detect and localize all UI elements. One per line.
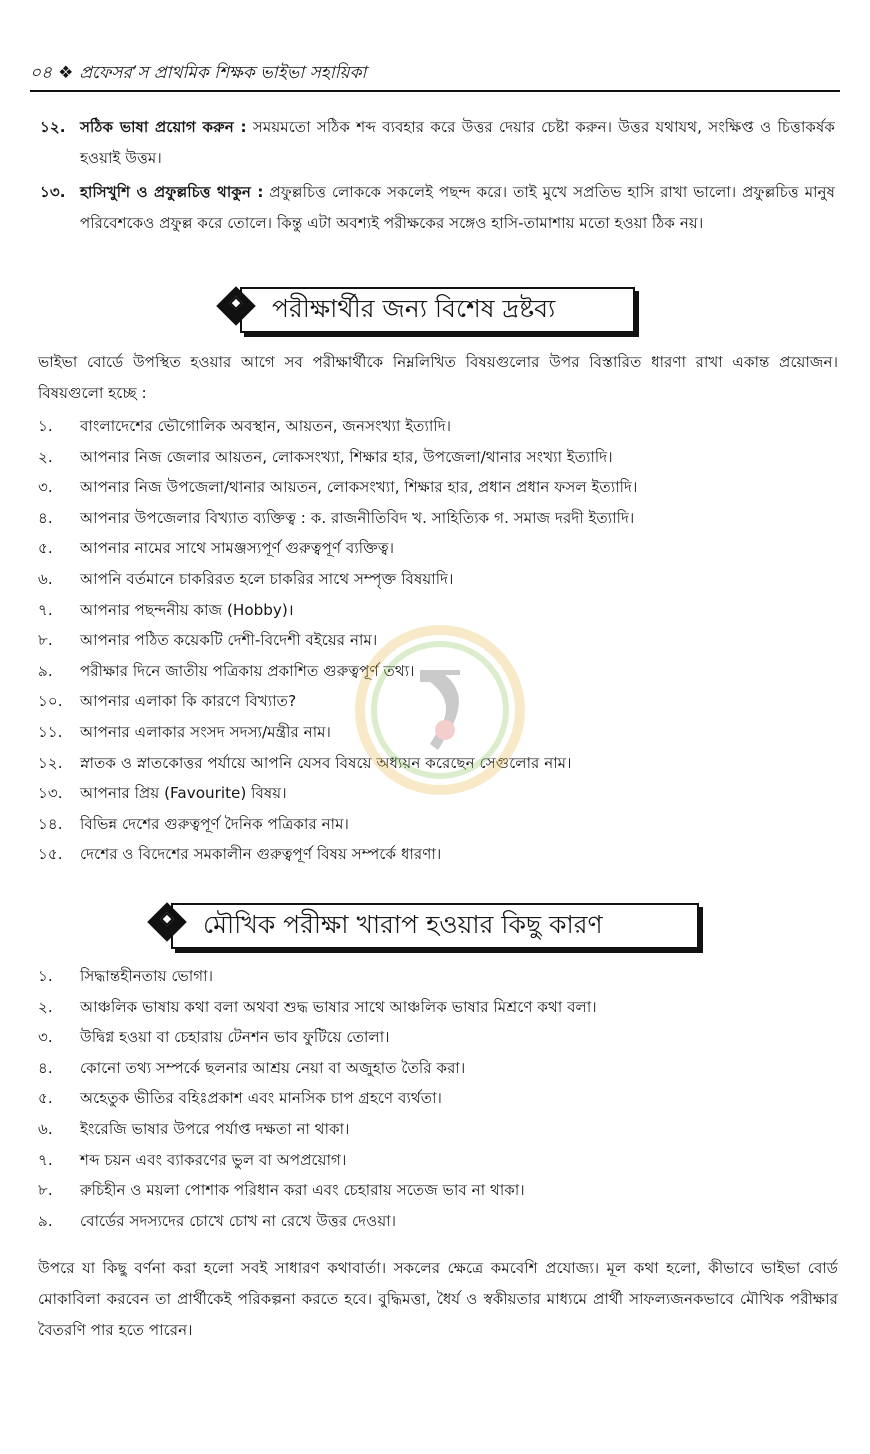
section-banner-special-notes [222,287,637,337]
list-item [38,656,838,687]
page-number: ০৪ [30,63,53,83]
tip-number: ১৩. [40,183,66,201]
item-text: দেশের ও বিদেশের সমকালীন গুরুত্বপূর্ণ বিষয় সম্পর্কে ধারণা। [80,845,442,864]
list-item [38,1053,838,1084]
item-number: ১. [38,967,53,985]
item-text: বিভিন্ন দেশের গুরুত্বপূর্ণ দৈনিক পত্রিকার নাম। [80,814,349,833]
item-text: আপনার প্রিয় (Favourite) বিষয়। [80,784,287,803]
list-item [38,1022,838,1053]
tip-heading: সঠিক ভাষা প্রয়োগ করুন : [80,118,247,136]
item-number: ১. [38,417,53,435]
item-number: ৬. [38,1119,53,1138]
item-text: আপনি বর্তমানে চাকরিরত হলে চাকরির সাথে সম্পৃক্ত বিষয়াদি। [80,569,454,588]
list-item [38,809,838,840]
list-item [38,625,838,656]
item-number: ৫. [38,539,53,558]
list-item [38,1114,838,1145]
item-text: বাংলাদেশের ভৌগোলিক অবস্থান, আয়তন, জনসংখ্যা ইত্যাদি। [80,417,452,435]
item-text: অহেতুক ভীতির বহিঃপ্রকাশ এবং মানসিক চাপ গ্রহণে ব্যর্থতা। [80,1089,442,1108]
list-item [38,442,838,473]
item-text: বোর্ডের সদস্যদের চোখে চোখ না রেখে উত্তর দেওয়া। [80,1211,397,1230]
list-item [38,503,838,534]
item-number: ৭. [38,1150,53,1169]
item-number: ১৪. [38,814,63,833]
list-item [38,411,838,442]
section-title: পরীক্ষার্থীর জন্য বিশেষ দ্রষ্টব্য [240,287,635,333]
item-number: ১২. [38,753,63,772]
item-number: ১৩. [38,784,63,803]
tip-heading: হাসিখুশি ও প্রফুল্লচিত্ত থাকুন : [80,183,264,201]
closing-paragraph: উপরে যা কিছু বর্ণনা করা হলো সবই সাধারণ কথাবার্তা। সকলের ক্ষেত্রে কমবেশি প্রযোজ্য। মূল কথা হলো, কীভাবে ভাইভা বোর্ড মোকাবিলা করবেন তা প্রার্থীকেই পরিকল্পনা করতে হবে। বুদ্ধিমত্তা, ধৈর্য ও স্বকীয়তার মাধ্যমে প্রার্থী সাফল্যজনকভাবে মৌখিক পরীক্ষার বৈতরণি পার হতে পারেন। [38,1259,838,1339]
item-text: আপনার নামের সাথে সামঞ্জস্যপূর্ণ গুরুত্বপূর্ণ ব্যক্তিত্ব। [80,539,395,558]
tip-text: সময়মতো সঠিক শব্দ ব্যবহার করে উত্তর দেয়ার চেষ্টা করুন। উত্তর যথাযথ, সংক্ষিপ্ত ও চিত্তাকর্ষক হওয়াই উত্তম। [80,118,835,167]
item-text: সিদ্ধান্তহীনতায় ভোগা। [80,967,214,985]
list-item [38,1175,838,1206]
item-text: ইংরেজি ভাষার উপরে পর্যাপ্ত দক্ষতা না থাকা। [80,1119,350,1138]
item-text: আপনার উপজেলার বিখ্যাত ব্যক্তিত্ব : ক. রাজনীতিবিদ খ. সাহিত্যিক গ. সমাজ দরদী ইত্যাদি। [80,508,635,527]
list-item [38,595,838,626]
section-intro: ভাইভা বোর্ডে উপস্থিত হওয়ার আগে সব পরীক্ষার্থীকে নিম্নলিখিত বিষয়গুলোর উপর বিস্তারিত ধারণা রাখা একান্ত প্রয়োজন। বিষয়গুলো হচ্ছে : [38,353,838,402]
item-text: স্নাতক ও স্নাতকোত্তর পর্যায়ে আপনি যেসব বিষয়ে অধ্যয়ন করেছেন সেগুলোর নাম। [80,753,572,772]
item-number: ৯. [38,661,53,680]
list-item [38,717,838,748]
item-number: ৪. [38,508,53,527]
list-item [38,1145,838,1176]
list-item [38,961,838,992]
item-number: ৮. [38,631,53,650]
item-number: ৩. [38,1028,53,1047]
item-number: ৮. [38,1181,53,1200]
item-text: শব্দ চয়ন এবং ব্যাকরণের ভুল বা অপপ্রয়োগ। [80,1150,347,1169]
item-text: পরীক্ষার দিনে জাতীয় পত্রিকায় প্রকাশিত গুরুত্বপূর্ণ তথ্য। [80,661,415,680]
section-title: মৌখিক পরীক্ষা খারাপ হওয়ার কিছু কারণ [171,903,699,949]
item-number: ২. [38,447,53,466]
item-text: রুচিহীন ও ময়লা পোশাক পরিধান করা এবং চেহারায় সতেজ ভাব না থাকা। [80,1181,525,1200]
item-text: উদ্বিগ্ন হওয়া বা চেহারায় টেনশন ভাব ফুটিয়ে তোলা। [80,1028,390,1047]
item-number: ২. [38,997,53,1016]
item-number: ৪. [38,1058,53,1077]
tip-12 [40,112,835,174]
item-number: ৯. [38,1211,53,1230]
list-item [38,778,838,809]
item-text: আপনার পঠিত কয়েকটি দেশী-বিদেশী বইয়ের নাম। [80,631,378,650]
item-text: আপনার এলাকার সংসদ সদস্য/মন্ত্রীর নাম। [80,722,331,741]
tip-number: ১২. [40,118,66,136]
list-item [38,564,838,595]
list-item [38,1083,838,1114]
item-number: ৬. [38,569,53,588]
item-text: কোনো তথ্য সম্পর্কে ছলনার আশ্রয় নেয়া বা অজুহাত তৈরি করা। [80,1058,466,1077]
list-item [38,1206,838,1237]
tip-13 [40,177,835,239]
item-number: ৫. [38,1089,53,1108]
item-text: আপনার এলাকা কি কারণে বিখ্যাত? [80,692,297,711]
special-notes-list [38,411,838,870]
item-text: আপনার পছন্দনীয় কাজ (Hobby)। [80,600,294,619]
book-title: প্রফেসর’স প্রাথমিক শিক্ষক ভাইভা সহায়িকা [79,63,367,83]
item-number: ১৫. [38,845,63,864]
item-text: আঞ্চলিক ভাষায় কথা বলা অথবা শুদ্ধ ভাষার সাথে আঞ্চলিক ভাষার মিশ্রণে কথা বলা। [80,997,597,1016]
bad-viva-reasons-list [38,961,838,1236]
item-text: আপনার নিজ উপজেলা/থানার আয়তন, লোকসংখ্যা, শিক্ষার হার, প্রধান প্রধান ফসল ইত্যাদি। [80,478,638,497]
item-number: ৩. [38,478,53,497]
item-number: ৭. [38,600,53,619]
ornament-icon: ❖ [58,63,74,83]
list-item [38,992,838,1023]
tip-text: প্রফুল্লচিত্ত লোককে সকলেই পছন্দ করে। তাই মুখে সপ্রতিভ হাসি রাখা ভালো। প্রফুল্লচিত্ত মানুষ পরিবেশকেও প্রফুল্ল করে তোলে। কিন্তু এটা অবশ্যই পরীক্ষকের সঙ্গেও হাসি-তামাশায় মতো হওয়া ঠিক নয়। [80,183,835,232]
item-number: ১১. [38,722,63,741]
list-item [38,533,838,564]
list-item [38,748,838,779]
list-item [38,472,838,503]
item-text: আপনার নিজ জেলার আয়তন, লোকসংখ্যা, শিক্ষার হার, উপজেলা/থানার সংখ্যা ইত্যাদি। [80,447,613,466]
section-banner-bad-viva-reasons [153,903,701,953]
item-number: ১০. [38,692,63,711]
list-item [38,839,838,870]
list-item [38,686,838,717]
running-header [30,62,840,92]
